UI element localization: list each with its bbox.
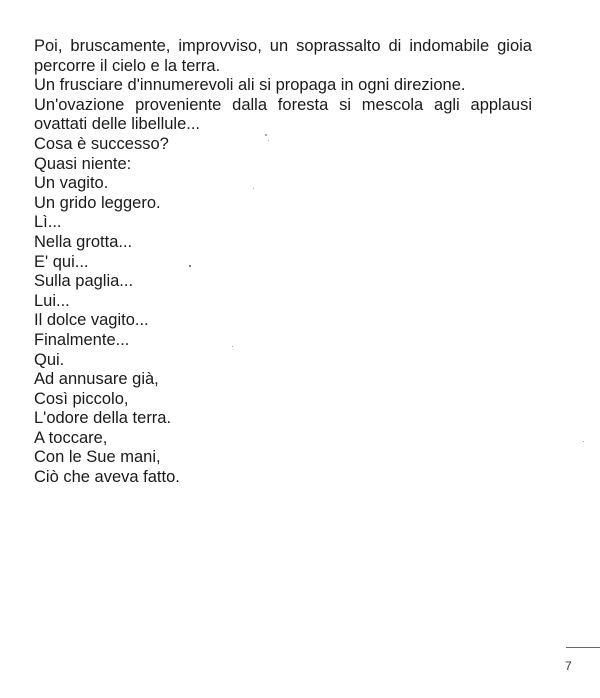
paragraph-2: Un frusciare d'innumerevoli ali si propaga in ogni direzione.	[34, 76, 466, 95]
poem-line: E' qui...	[34, 252, 89, 271]
poem-line: Nella grotta...	[34, 232, 133, 251]
poem-line: Quasi niente:	[34, 154, 132, 173]
poem-line: Ad annusare già,	[34, 370, 159, 389]
poem-line: Ciò che aveva fatto.	[34, 468, 180, 487]
poem-line: Sulla paglia...	[34, 272, 134, 291]
poem-line: Il dolce vagito...	[34, 311, 149, 330]
scan-speck	[265, 134, 267, 136]
scan-speck	[189, 265, 191, 267]
footer-rule	[566, 647, 600, 648]
scan-speck	[232, 346, 233, 347]
paragraph-3: Un'ovazione proveniente dalla foresta si mescola agli applausi ovattati delle libellule...	[34, 95, 532, 134]
poem-line: Un grido leggero.	[34, 193, 161, 212]
poem-line: Finalmente...	[34, 330, 130, 349]
scan-speck	[583, 441, 584, 442]
poem-text	[34, 37, 532, 488]
poem-line: Lui...	[34, 291, 70, 310]
poem-line: Lì...	[34, 213, 62, 232]
poem-line: Così piccolo,	[34, 389, 129, 408]
poem-line: Qui.	[34, 350, 65, 369]
poem-line: Cosa è successo?	[34, 134, 169, 153]
poem-line: A toccare,	[34, 428, 108, 447]
page-number: 7	[565, 659, 572, 673]
paragraph-1: Poi, bruscamente, improvviso, un soprassalto di indomabile gioia percorre il cielo e la terra.	[34, 37, 532, 75]
scan-speck	[253, 188, 254, 189]
scan-speck	[268, 140, 269, 141]
poem-line: Un vagito.	[34, 174, 109, 193]
poem-line: L'odore della terra.	[34, 409, 172, 428]
poem-line: Con le Sue mani,	[34, 448, 161, 467]
